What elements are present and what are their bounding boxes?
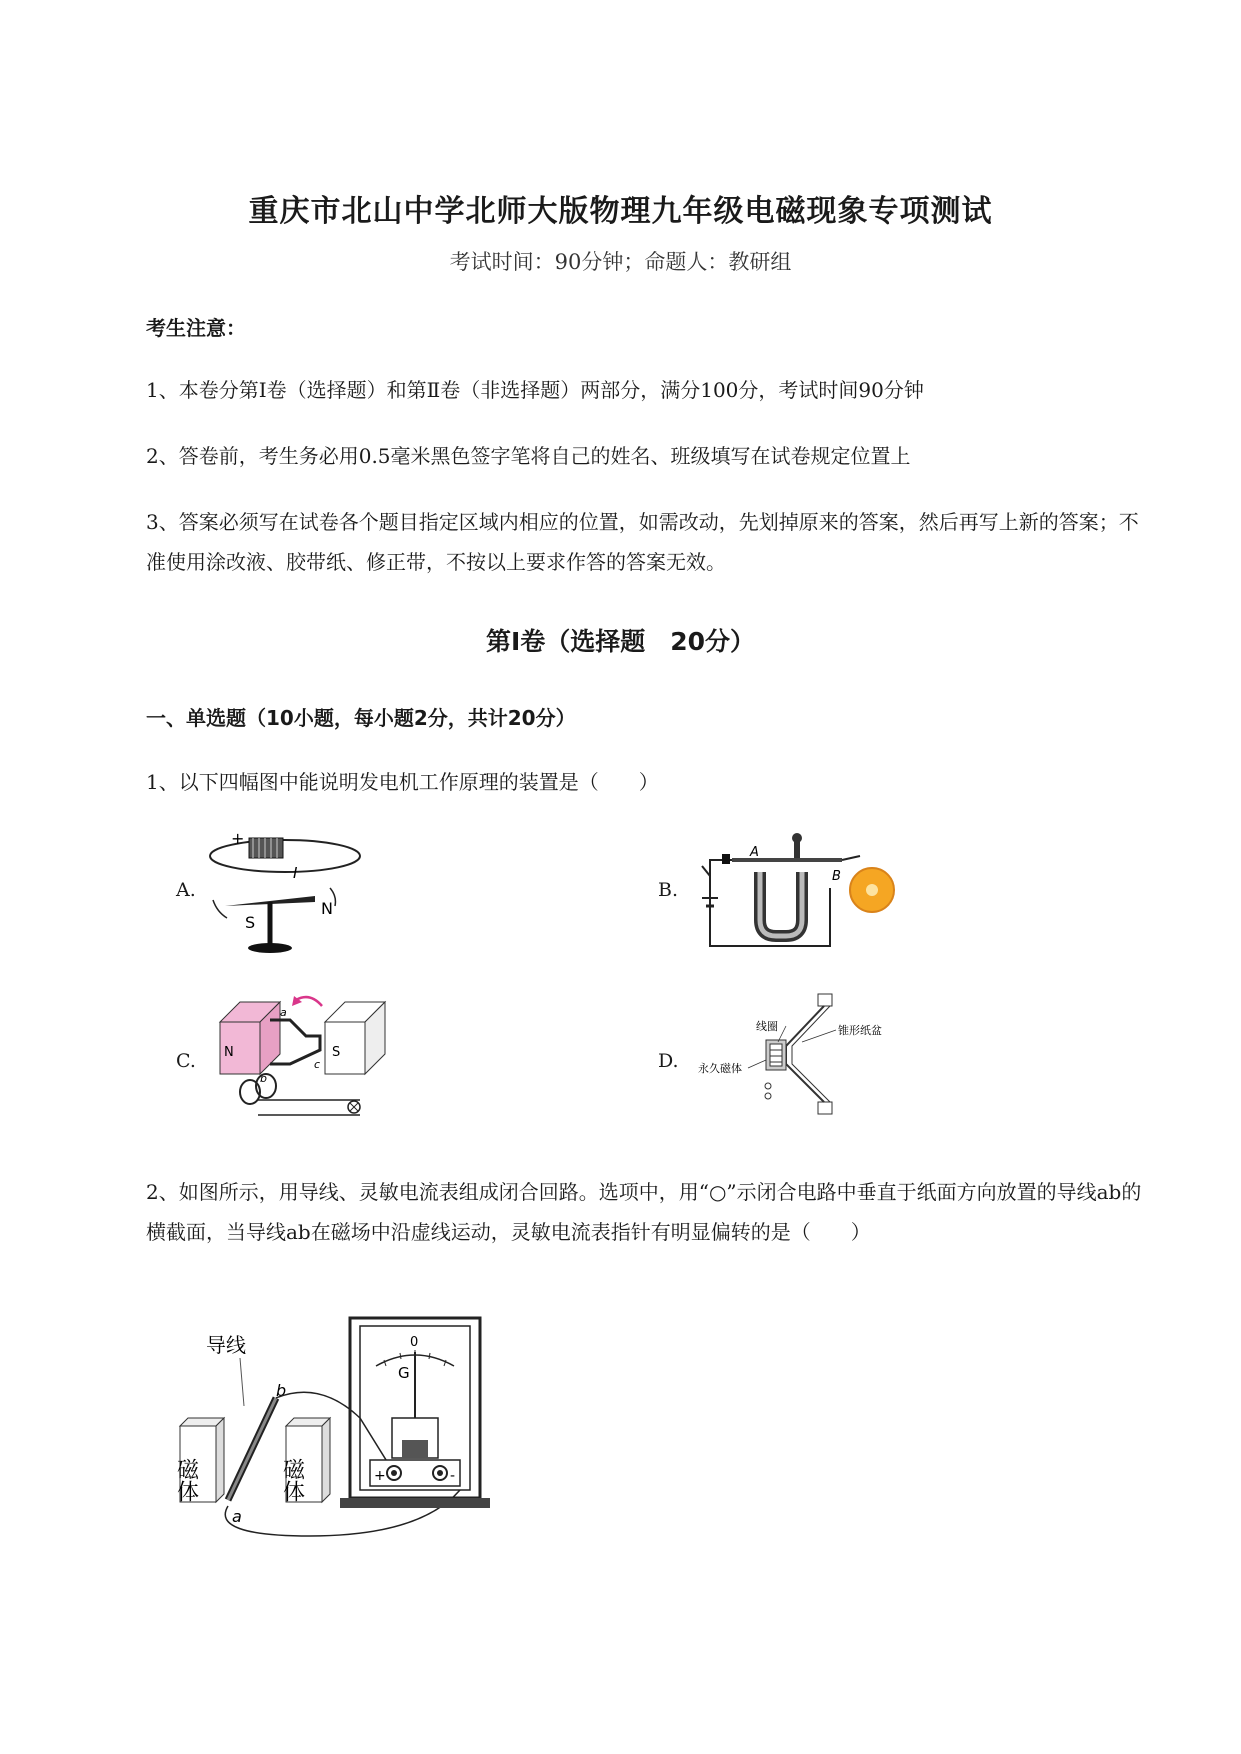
q2-meter-plus: + bbox=[374, 1468, 386, 1484]
option-c-label-a: a bbox=[280, 1006, 287, 1019]
option-d-coil-label: 线圈 bbox=[756, 1020, 778, 1033]
option-b-label[interactable]: B. bbox=[658, 879, 679, 901]
option-d-figure bbox=[690, 990, 890, 1125]
question-1-text: 1、以下四幅图中能说明发电机工作原理的装置是（ ） bbox=[146, 770, 659, 794]
option-a-n-pole: N bbox=[321, 899, 333, 918]
section-title: 第Ⅰ卷（选择题 20分） bbox=[485, 627, 756, 656]
q2-right-magnet-label: 磁体 bbox=[279, 1458, 305, 1502]
notice-heading: 考生注意： bbox=[146, 316, 246, 340]
q2-meter-zero: 0 bbox=[410, 1335, 419, 1350]
question-2-figure bbox=[170, 1300, 520, 1540]
q2-meter-minus: - bbox=[450, 1468, 456, 1484]
option-b-label-b: B bbox=[832, 869, 841, 884]
option-d-magnet-label: 永久磁体 bbox=[698, 1062, 742, 1075]
q2-wire-label: 导线 bbox=[206, 1333, 246, 1357]
q2-label-b: b bbox=[276, 1381, 287, 1400]
option-c-s-pole: S bbox=[332, 1045, 341, 1060]
option-a-current-label: I bbox=[293, 864, 298, 882]
option-a-plus: + bbox=[231, 829, 245, 848]
option-c-label-b: b bbox=[260, 1072, 267, 1085]
option-d-cone-label: 锥形纸盆 bbox=[838, 1024, 882, 1037]
option-a-figure bbox=[205, 828, 365, 958]
option-c-figure bbox=[210, 990, 410, 1125]
option-c-n-pole: N bbox=[224, 1045, 234, 1060]
option-a-s-pole: S bbox=[245, 913, 256, 932]
q2-label-a: a bbox=[232, 1507, 242, 1526]
option-b-figure bbox=[690, 828, 900, 958]
option-c-label[interactable]: C. bbox=[176, 1050, 196, 1072]
notice-item-2: 2、答卷前，考生务必用0.5毫米黑色签字笔将自己的姓名、班级填写在试卷规定位置上 bbox=[146, 444, 911, 468]
option-a-label[interactable]: A. bbox=[176, 879, 196, 901]
page-title: 重庆市北山中学北师大版物理九年级电磁现象专项测试 bbox=[248, 194, 993, 229]
q2-left-magnet-label: 磁体 bbox=[173, 1458, 199, 1502]
question-2-text: 2、如图所示，用导线、灵敏电流表组成闭合回路。选项中，用“○”示闭合电路中垂直于纸面方向放置的导线ab的横截面，当导线ab在磁场中沿虚线运动，灵敏电流表指针有明显偏转的是（ ） bbox=[146, 1180, 1142, 1244]
option-b-label-a: A bbox=[750, 845, 759, 860]
option-d-label[interactable]: D. bbox=[658, 1050, 679, 1072]
notice-item-3: 3、答案必须写在试卷各个题目指定区域内相应的位置，如需改动，先划掉原来的答案，然后再写上新的答案；不准使用涂改液、胶带纸、修正带，不按以上要求作答的答案无效。 bbox=[146, 510, 1139, 574]
q2-meter-letter: G bbox=[398, 1364, 410, 1382]
part-title: 一、单选题（10小题，每小题2分，共计20分） bbox=[146, 706, 576, 730]
exam-info: 考试时间：90分钟；命题人：教研组 bbox=[449, 250, 792, 274]
notice-item-1: 1、本卷分第Ⅰ卷（选择题）和第Ⅱ卷（非选择题）两部分，满分100分，考试时间90分钟 bbox=[146, 378, 924, 402]
option-c-label-c: c bbox=[314, 1058, 321, 1071]
